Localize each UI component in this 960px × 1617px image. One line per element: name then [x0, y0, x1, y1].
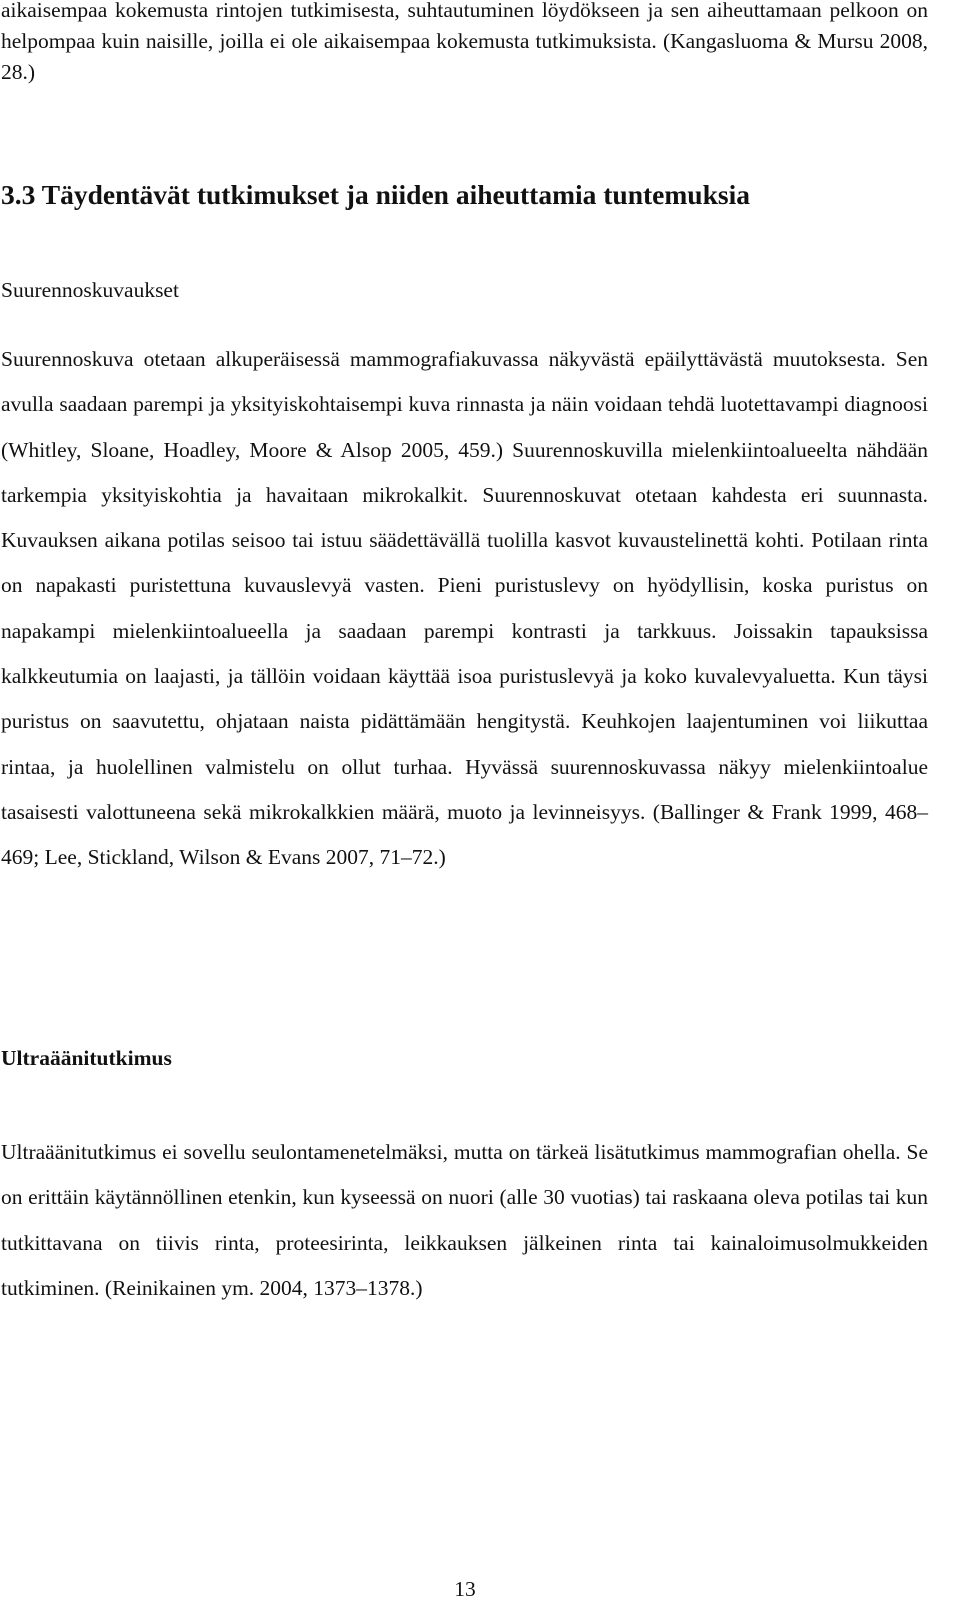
paragraph-suurennoskuvaukset: Suurennoskuva otetaan alkuperäisessä mammografiakuvassa näkyvästä epäilyttävästä muutoksesta. Sen avulla saadaan parempi ja yksityiskohtaisempi kuva rinnasta ja näin voidaan tehdä luotettavampi diagnoosi (Whitley, Sloane, Hoadley, Moore & Alsop 2005, 459.) Suurennoskuvilla mielenkiintoalueelta nähdään tarkempia yksityiskohtia ja havaitaan mikrokalkit. Suurennoskuvat otetaan kahdesta eri suunnasta. Kuvauksen aikana potilas seisoo tai istuu säädettävällä tuolilla kasvot kuvaustelinettä kohti. Potilaan rinta on napakasti puristettuna kuvauslevyä vasten. Pieni puristuslevy on hyödyllisin, koska puristus on napakampi mielenkiintoalueella ja saadaan parempi kontrasti ja tarkkuus. Joissakin tapauksissa kalkkeutumia on laajasti, ja tällöin voidaan käyttää isoa puristuslevyä ja koko kuvalevyaluetta. Kun täysi puristus on saavutettu, ohjataan naista pidättämään hengitystä. Keuhkojen laajentuminen voi liikuttaa rintaa, ja huolellinen valmistelu on ollut turhaa. Hyvässä suurennoskuvassa näkyy mielenkiintoalue tasaisesti valottuneena sekä mikrokalkkien määrä, muoto ja levinneisyys. (Ballinger & Frank 1999, 468–469; Lee, Stickland, Wilson & Evans 2007, 71–72.) [1, 347, 928, 870]
subheading-suurennoskuvaukset: Suurennoskuvaukset [1, 278, 179, 302]
paragraph-ultraaanitutkimus: Ultraäänitutkimus ei sovellu seulontamenetelmäksi, mutta on tärkeä lisätutkimus mammografian ohella. Se on erittäin käytännöllinen etenkin, kun kyseessä on nuori (alle 30 vuotias) tai raskaana oleva potilas tai kun tutkittavana on tiivis rinta, proteesirinta, leikkauksen jälkeinen rinta tai kainaloimusolmukkeiden tutkiminen. (Reinikainen ym. 2004, 1373–1378.) [1, 1140, 928, 1300]
section-heading: 3.3 Täydentävät tutkimukset ja niiden aiheuttamia tuntemuksia [1, 179, 750, 210]
subheading-ultraaanitutkimus: Ultraäänitutkimus [1, 1046, 172, 1070]
intro-paragraph: aikaisempaa kokemusta rintojen tutkimisesta, suhtautuminen löydökseen ja sen aiheuttamaan pelkoon on helpompaa kuin naisille, joilla ei ole aikaisempaa kokemusta tutkimuksista. (Kangasluoma & Mursu 2008, 28.) [1, 0, 928, 84]
page-number: 13 [454, 1577, 476, 1601]
